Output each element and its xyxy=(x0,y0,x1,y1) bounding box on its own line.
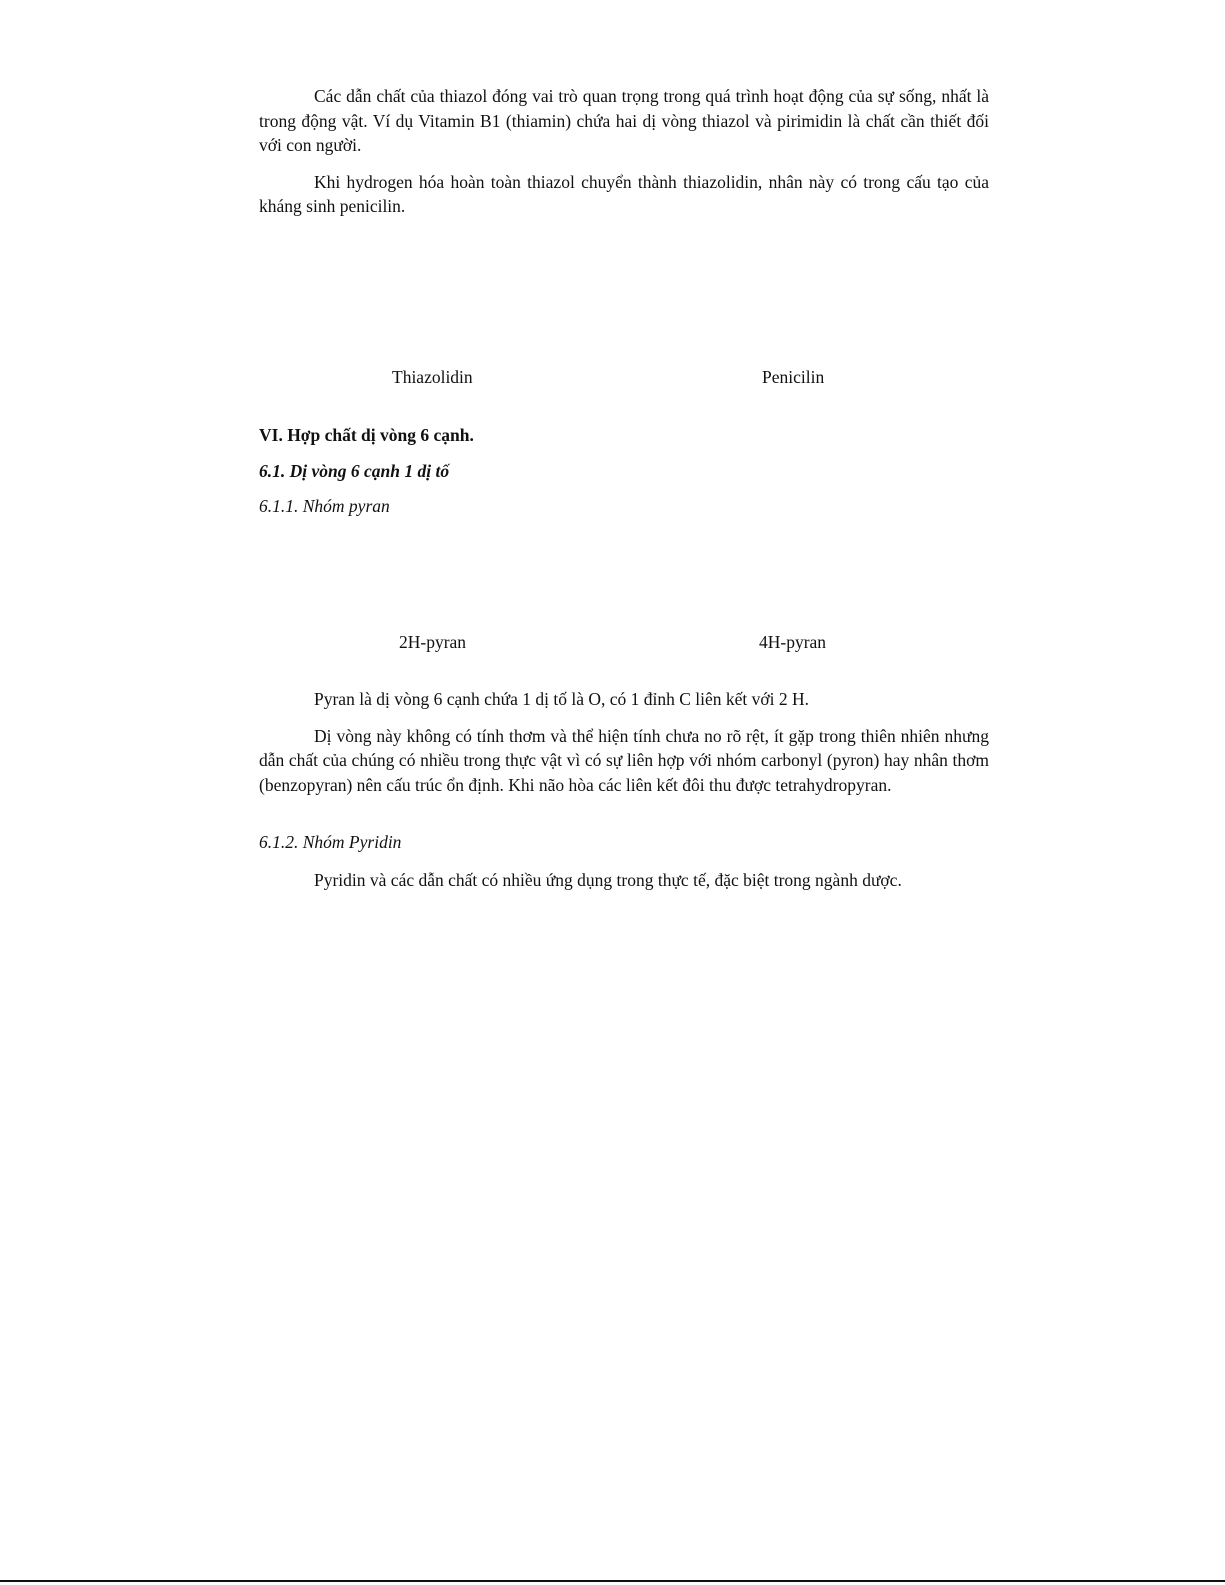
paragraph-thiazol-derivatives: Các dẫn chất của thiazol đóng vai trò quan trọng trong quá trình hoạt động của sự sống, nhất là trong động vật. Ví dụ Vitamin B1 (thiamin) chứa hai dị vòng thiazol và pirimidin là chất cần thiết đối với con người. xyxy=(259,86,989,155)
page-bottom-border xyxy=(0,1580,1225,1582)
subsubsection-pyran-heading: 6.1.1. Nhóm pyran xyxy=(259,496,390,516)
paragraph-thiazolidin: Khi hydrogen hóa hoàn toàn thiazol chuyển thành thiazolidin, nhân này có trong cấu tạo của kháng sinh penicilin. xyxy=(259,171,989,216)
caption-thiazolidin: Thiazolidin xyxy=(392,367,473,387)
caption-2h-pyran: 2H-pyran xyxy=(399,632,467,652)
paragraph-pyridin: Pyridin và các dẫn chất có nhiều ứng dụng trong thực tế, đặc biệt trong ngành dược. xyxy=(314,870,902,890)
subsection-heading: 6.1. Dị vòng 6 cạnh 1 dị tố xyxy=(259,461,450,481)
caption-penicilin: Penicilin xyxy=(762,367,825,387)
subsubsection-pyridin-heading: 6.1.2. Nhóm Pyridin xyxy=(259,832,402,852)
pyran-text xyxy=(259,687,989,797)
pyridin-text xyxy=(259,868,989,893)
caption-4h-pyran: 4H-pyran xyxy=(759,632,827,652)
intro-text xyxy=(259,84,989,219)
paragraph-pyran-properties: Dị vòng này không có tính thơm và thể hiện tính chưa no rõ rệt, ít gặp trong thiên nhiên nhưng dẫn chất của chúng có nhiều trong thực vật vì có sự liên hợp với nhóm carbonyl (pyron) hay nhân thơm (benzopyran) nên cấu trúc ổn định. Khi não hòa các liên kết đôi thu được tetrahydropyran. xyxy=(259,725,989,795)
section-heading: VI. Hợp chất dị vòng 6 cạnh. xyxy=(259,425,474,445)
paragraph-pyran-definition: Pyran là dị vòng 6 cạnh chứa 1 dị tố là O, có 1 đỉnh C liên kết với 2 H. xyxy=(314,689,810,709)
